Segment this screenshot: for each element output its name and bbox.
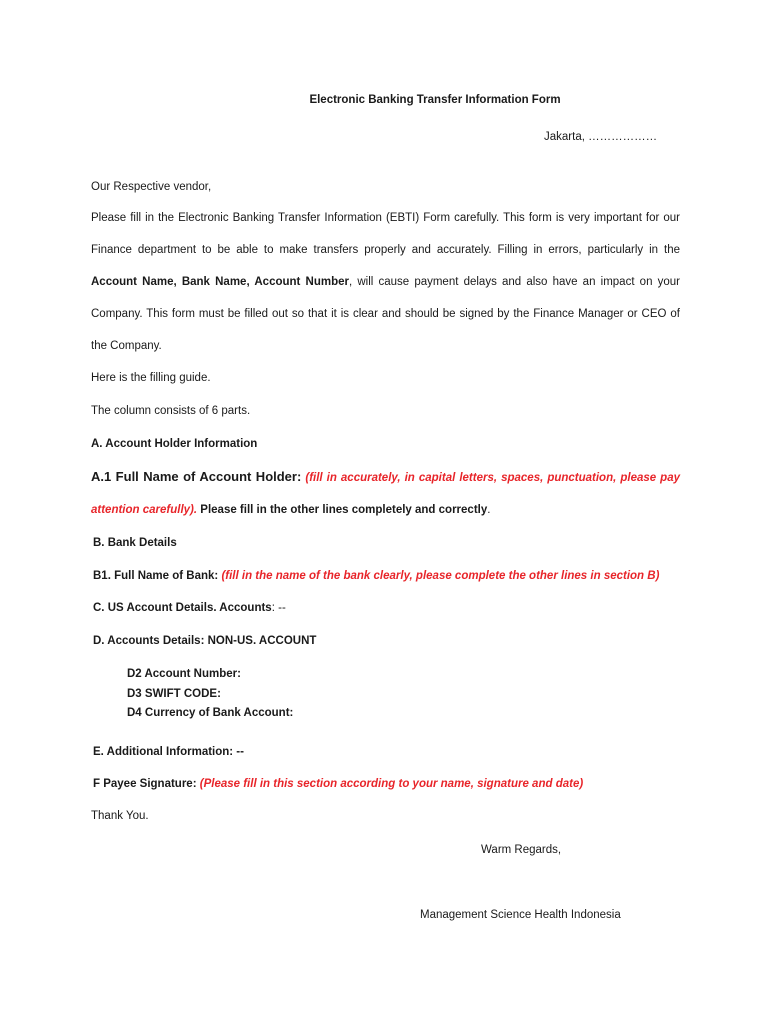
intro-line-2: Finance department to be able to make transfers properly and accurately. Filling in errors, particularly in the bbox=[91, 244, 680, 256]
f-label: F Payee Signature: bbox=[93, 778, 197, 790]
section-a1-line bbox=[91, 470, 680, 485]
intro-line-3 bbox=[91, 275, 680, 289]
greeting: Our Respective vendor, bbox=[91, 181, 212, 193]
d4-item: D4 Currency of Bank Account: bbox=[127, 707, 294, 719]
a1-tail: Please fill in the other lines completely and correctly bbox=[200, 504, 488, 516]
a1-tail-end: . bbox=[487, 504, 491, 516]
intro-line-4: Company. This form must be filled out so that it is clear and should be signed by the Finance Manager or CEO of bbox=[91, 308, 680, 320]
b1-note: (fill in the name of the bank clearly, please complete the other lines in section B) bbox=[221, 570, 660, 582]
c-label: C. US Account Details. Accounts bbox=[93, 602, 272, 614]
intro-line-3-rest: , will cause payment delays and also have an impact on your bbox=[348, 276, 680, 288]
guide-text: Here is the filling guide. bbox=[91, 372, 211, 384]
section-a-heading: A. Account Holder Information bbox=[91, 438, 258, 450]
a1-note-cont: attention carefully). bbox=[91, 504, 198, 516]
parts-text: The column consists of 6 parts. bbox=[91, 405, 251, 417]
section-d-heading: D. Accounts Details: NON-US. ACCOUNT bbox=[93, 635, 317, 647]
intro-line-5: the Company. bbox=[91, 340, 162, 352]
a1-note: (fill in accurately, in capital letters, spaces, punctuation, please pay bbox=[305, 472, 681, 484]
d2-item: D2 Account Number: bbox=[127, 668, 241, 680]
a1-label: A.1 Full Name of Account Holder: bbox=[91, 469, 302, 484]
section-b1-line bbox=[93, 569, 659, 583]
intro-line-1: Please fill in the Electronic Banking Transfer Information (EBTI) Form carefully. This form is very important for our bbox=[91, 212, 680, 224]
form-title: Electronic Banking Transfer Information Form bbox=[309, 94, 561, 106]
place-date: Jakarta, ……………… bbox=[544, 131, 658, 143]
section-a1-line-2 bbox=[91, 503, 490, 517]
intro-emphasis: Account Name, Bank Name, Account Number bbox=[91, 276, 349, 288]
signatory-name: Management Science Health Indonesia bbox=[420, 909, 621, 921]
section-e-line: E. Additional Information: -- bbox=[93, 746, 244, 758]
closing-text: Thank You. bbox=[91, 810, 149, 822]
b1-label: B1. Full Name of Bank: bbox=[93, 570, 219, 582]
section-f-line bbox=[93, 777, 583, 791]
section-c-line bbox=[93, 601, 286, 615]
section-b-heading: B. Bank Details bbox=[93, 537, 177, 549]
f-note: (Please fill in this section according to your name, signature and date) bbox=[199, 778, 584, 790]
c-suffix: : -- bbox=[271, 602, 286, 614]
d3-item: D3 SWIFT CODE: bbox=[127, 688, 221, 700]
regards-text: Warm Regards, bbox=[481, 844, 562, 856]
